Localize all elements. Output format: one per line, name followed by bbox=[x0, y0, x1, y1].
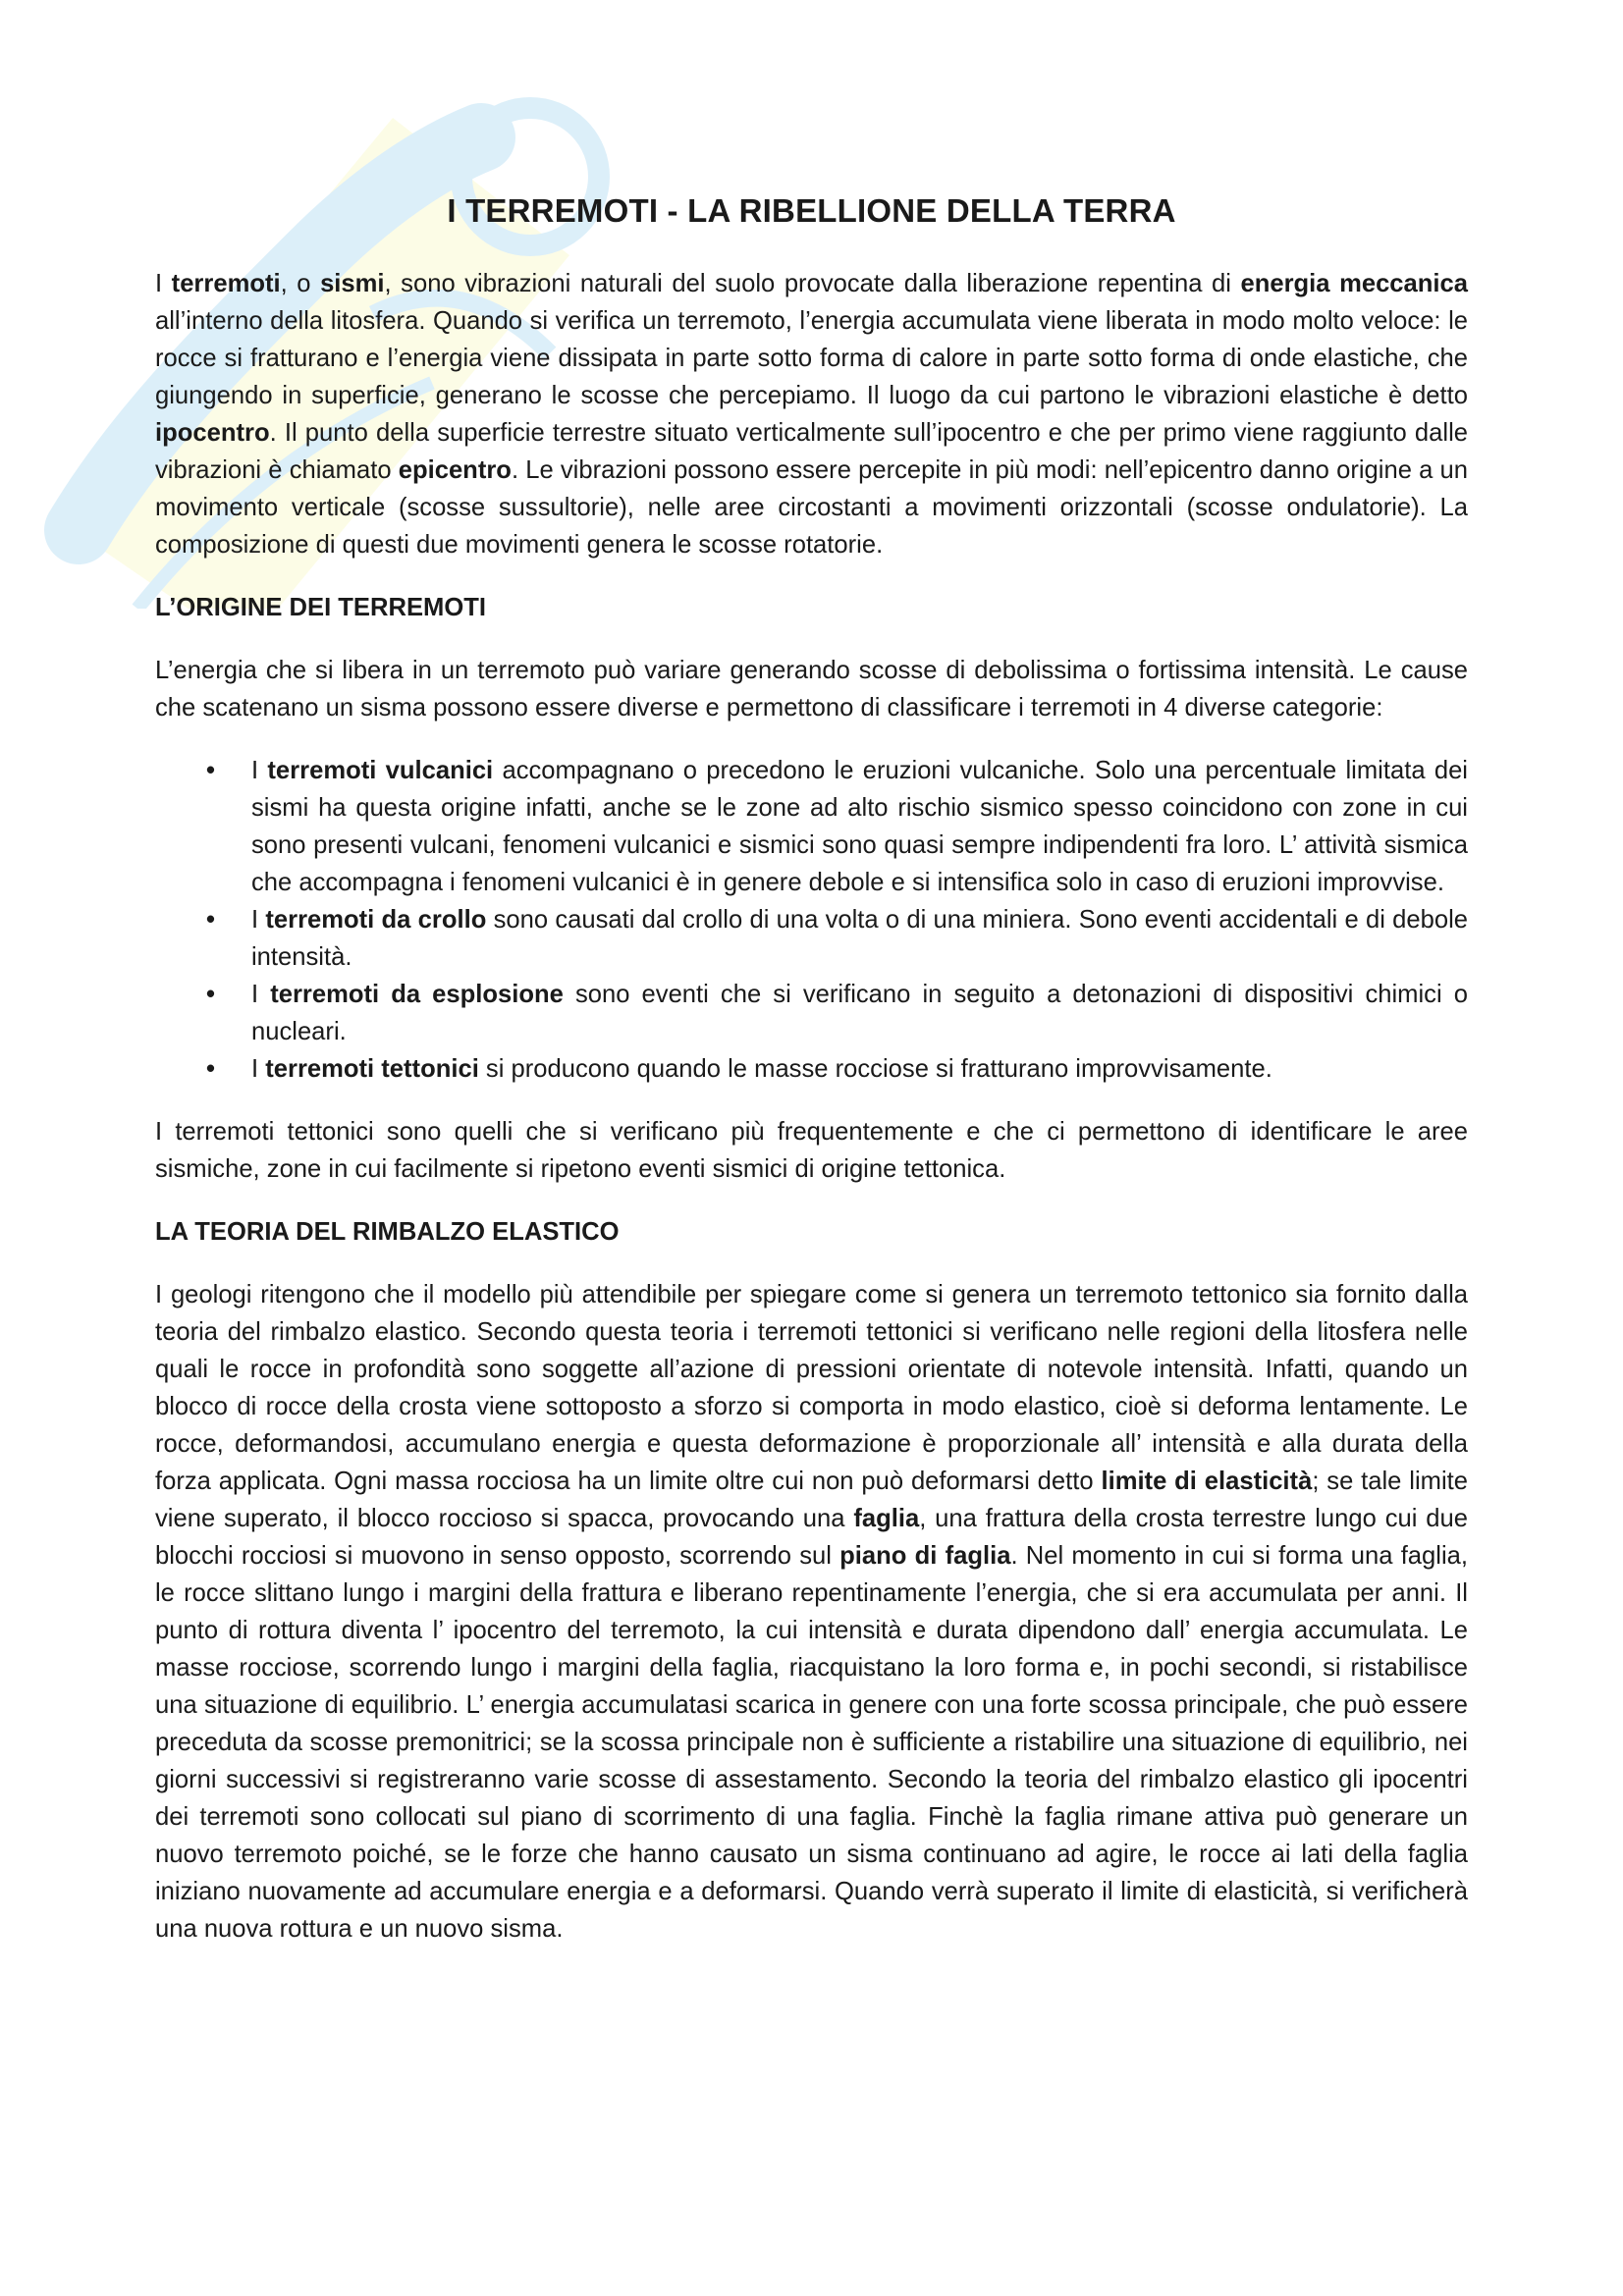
list-item: • I terremoti tettonici si producono quando le masse rocciose si fratturano improvvisamente. bbox=[155, 1050, 1468, 1088]
intro-paragraph: I terremoti, o sismi, sono vibrazioni naturali del suolo provocate dalla liberazione repentina di energia meccanica all’interno della litosfera. Quando si verifica un terremoto, l’energia accumulata viene liberata in modo molto veloce: le rocce si fratturano e l’energia viene dissipata in parte sotto forma di calore in parte sotto forma di onde elastiche, che giungendo in superficie, generano le scosse che percepiamo. Il luogo da cui partono le vibrazioni elastiche è detto ipocentro. Il punto della superficie terrestre situato verticalmente sull’ipocentro e che per primo viene raggiunto dalle vibrazioni è chiamato epicentro. Le vibrazioni possono essere percepite in più modi: nell’epicentro danno origine a un movimento verticale (scosse sussultorie), nelle aree circostanti a movimenti orizzontali (scosse ondulatorie). La composizione di questi due movimenti genera le scosse rotatorie. bbox=[155, 270, 1468, 559]
section-heading-origine: L’ORIGINE DEI TERREMOTI bbox=[155, 594, 487, 621]
tettonici-paragraph: I terremoti tettonici sono quelli che si verificano più frequentemente e che ci permettono di identificare le aree sismiche, zone in cui facilmente si ripetono eventi sismici di origine tettonica. bbox=[155, 1118, 1468, 1183]
list-item: • I terremoti vulcanici accompagnano o precedono le eruzioni vulcaniche. Solo una percentuale limitata dei sismi ha questa origine infatti, anche se le zone ad alto rischio sismico spesso coincidono con zone in cui sono presenti vulcani, fenomeni vulcanici e sismici sono quasi sempre indipendenti fra loro. L’ attività sismica che accompagna i fenomeni vulcanici è in genere debole e si intensifica solo in caso di eruzioni improvvise. bbox=[155, 752, 1468, 901]
origine-paragraph: L’energia che si libera in un terremoto può variare generando scosse di debolissima o fortissima intensità. Le cause che scatenano un sisma possono essere diverse e permettono di classificare i terremoti in 4 diverse categorie: bbox=[155, 657, 1468, 721]
rimbalzo-paragraph: I geologi ritengono che il modello più attendibile per spiegare come si genera un terremoto tettonico sia fornito dalla teoria del rimbalzo elastico. Secondo questa teoria i terremoti tettonici si verificano nelle regioni della litosfera nelle quali le rocce in profondità sono soggette all’azione di pressioni orientate di notevole intensità. Infatti, quando un blocco di rocce della crosta viene sottoposto a sforzo si comporta in modo elastico, cioè si deforma lentamente. Le rocce, deformandosi, accumulano energia e questa deformazione è proporzionale all’ intensità e alla durata della forza applicata. Ogni massa rocciosa ha un limite oltre cui non può deformarsi detto limite di elasticità; se tale limite viene superato, il blocco roccioso si spacca, provocando una faglia, una frattura della crosta terrestre lungo cui due blocchi rocciosi si muovono in senso opposto, scorrendo sul piano di faglia. Nel momento in cui si forma una faglia, le rocce slittano lungo i margini della frattura e liberano repentinamente l’energia, che si era accumulata per anni. Il punto di rottura diventa l’ ipocentro del terremoto, la cui intensità e durata dipendono dall’ energia accumulata. Le masse rocciose, scorrendo lungo i margini della faglia, riacquistano la loro forma e, in pochi secondi, si ristabilisce una situazione di equilibrio. L’ energia accumulatasi scarica in genere con una forte scossa principale, che può essere preceduta da scosse premonitrici; se la scossa principale non è sufficiente a ristabilire una situazione di equilibrio, nei giorni successivi si registreranno varie scosse di assestamento. Secondo la teoria del rimbalzo elastico gli ipocentri dei terremoti sono collocati sul piano di scorrimento di una faglia. Finchè la faglia rimane attiva può generare un nuovo terremoto poiché, se le forze che hanno causato un sisma continuano ad agire, le rocce ai lati della faglia iniziano nuovamente ad accumulare energia e a deformarsi. Quando verrà superato il limite di elasticità, si verificherà una nuova rottura e un nuovo sisma. bbox=[155, 1281, 1468, 1943]
document-page bbox=[155, 192, 1468, 1973]
bullet-icon: • bbox=[206, 906, 215, 934]
categories-list bbox=[155, 752, 1468, 1088]
bullet-icon: • bbox=[206, 981, 215, 1008]
bullet-icon: • bbox=[206, 1055, 215, 1083]
section-heading-rimbalzo: LA TEORIA DEL RIMBALZO ELASTICO bbox=[155, 1218, 620, 1246]
list-item: • I terremoti da esplosione sono eventi che si verificano in seguito a detonazioni di dispositivi chimici o nucleari. bbox=[155, 976, 1468, 1050]
list-item: • I terremoti da crollo sono causati dal crollo di una volta o di una miniera. Sono eventi accidentali e di debole intensità. bbox=[155, 901, 1468, 976]
bullet-icon: • bbox=[206, 757, 215, 784]
page-title: I TERREMOTI - LA RIBELLIONE DELLA TERRA bbox=[447, 192, 1176, 229]
